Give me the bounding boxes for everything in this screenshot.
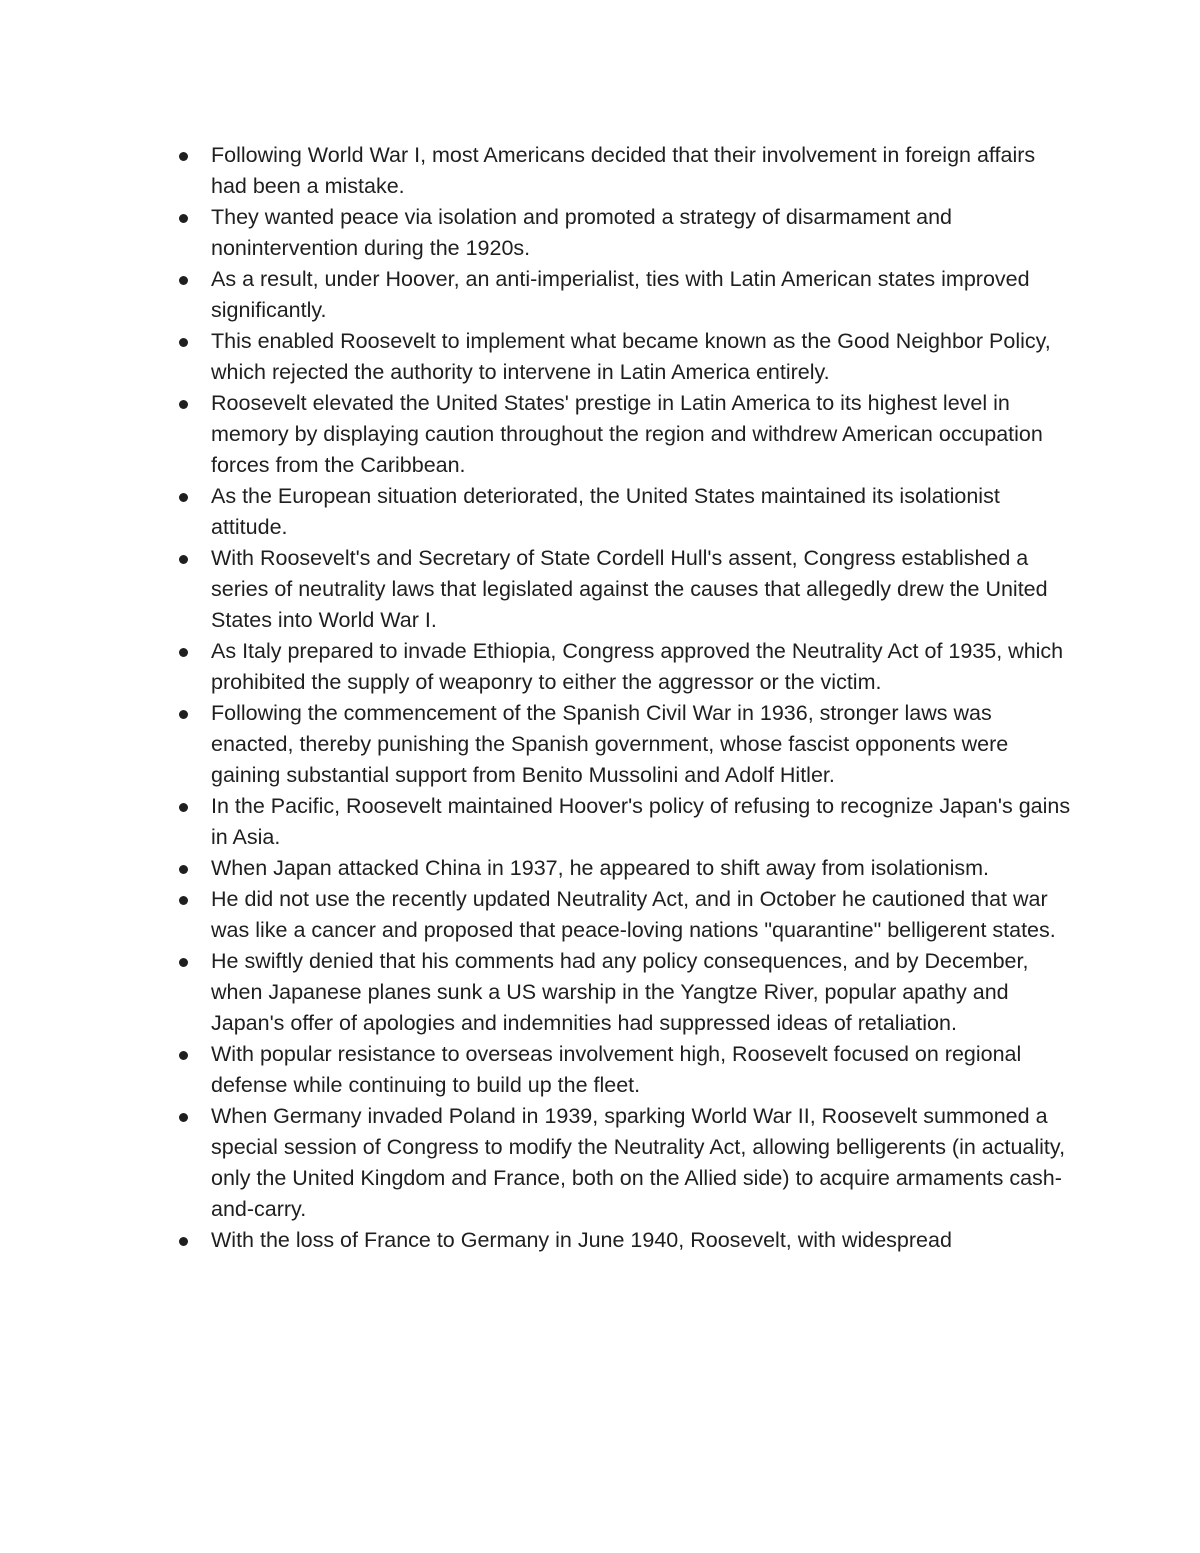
bullet-icon <box>179 400 188 409</box>
list-item <box>173 636 1073 698</box>
list-item <box>173 698 1073 791</box>
list-item-text: With Roosevelt's and Secretary of State Cordell Hull's assent, Congress established a series of neutrality laws that legislated against the causes that allegedly drew the United States into World War I. <box>211 546 1048 632</box>
list-item <box>173 543 1073 636</box>
list-item <box>173 481 1073 543</box>
list-item-text: They wanted peace via isolation and promoted a strategy of disarmament and nonintervention during the 1920s. <box>211 205 952 260</box>
list-item-text: When Japan attacked China in 1937, he appeared to shift away from isolationism. <box>211 856 990 880</box>
bullet-icon <box>179 803 188 812</box>
bullet-icon <box>179 276 188 285</box>
list-item <box>173 946 1073 1039</box>
list-item <box>173 140 1073 202</box>
list-item-text: With the loss of France to Germany in June 1940, Roosevelt, with widespread <box>211 1228 952 1252</box>
list-item-text: With popular resistance to overseas involvement high, Roosevelt focused on regional defense while continuing to build up the fleet. <box>211 1042 1022 1097</box>
bullet-icon <box>179 1113 188 1122</box>
list-item <box>173 326 1073 388</box>
list-item <box>173 1101 1073 1225</box>
bullet-icon <box>179 710 188 719</box>
bullet-icon <box>179 1237 188 1246</box>
list-item <box>173 202 1073 264</box>
list-item <box>173 884 1073 946</box>
bullet-icon <box>179 896 188 905</box>
bullet-icon <box>179 865 188 874</box>
list-item <box>173 264 1073 326</box>
list-item-text: Following World War I, most Americans decided that their involvement in foreign affairs had been a mistake. <box>211 143 1036 198</box>
bullet-list <box>173 140 1073 1256</box>
list-item-text: He did not use the recently updated Neutrality Act, and in October he cautioned that war was like a cancer and proposed that peace-loving nations "quarantine" belligerent states. <box>211 887 1056 942</box>
list-item-text: Following the commencement of the Spanish Civil War in 1936, stronger laws was enacted, thereby punishing the Spanish government, whose fascist opponents were gaining substantial support from Benito Mussolini and Adolf Hitler. <box>211 701 1009 787</box>
list-item <box>173 388 1073 481</box>
list-item <box>173 1039 1073 1101</box>
list-item-text: This enabled Roosevelt to implement what became known as the Good Neighbor Policy, which rejected the authority to intervene in Latin America entirely. <box>211 329 1051 384</box>
list-item-text: In the Pacific, Roosevelt maintained Hoover's policy of refusing to recognize Japan's gains in Asia. <box>211 794 1071 849</box>
list-item-text: When Germany invaded Poland in 1939, sparking World War II, Roosevelt summoned a special session of Congress to modify the Neutrality Act, allowing belligerents (in actuality, only the United Kingdom and France, both on the Allied side) to acquire armaments cash-and-carry. <box>211 1104 1066 1221</box>
list-item <box>173 1225 1073 1256</box>
list-item-text: He swiftly denied that his comments had any policy consequences, and by December, when Japanese planes sunk a US warship in the Yangtze River, popular apathy and Japan's offer of apologies and indemnities had suppressed ideas of retaliation. <box>211 949 1029 1035</box>
list-item-text: As Italy prepared to invade Ethiopia, Congress approved the Neutrality Act of 1935, which prohibited the supply of weaponry to either the aggressor or the victim. <box>211 639 1064 694</box>
bullet-icon <box>179 214 188 223</box>
list-item-text: Roosevelt elevated the United States' prestige in Latin America to its highest level in memory by displaying caution throughout the region and withdrew American occupation forces from the Caribbean. <box>211 391 1043 477</box>
bullet-icon <box>179 152 188 161</box>
list-item <box>173 791 1073 853</box>
list-item-text: As a result, under Hoover, an anti-imperialist, ties with Latin American states improved significantly. <box>211 267 1030 322</box>
list-item-text: As the European situation deteriorated, the United States maintained its isolationist attitude. <box>211 484 1000 539</box>
bullet-icon <box>179 958 188 967</box>
bullet-icon <box>179 338 188 347</box>
bullet-icon <box>179 493 188 502</box>
bullet-icon <box>179 648 188 657</box>
bullet-icon <box>179 1051 188 1060</box>
list-item <box>173 853 1073 884</box>
bullet-icon <box>179 555 188 564</box>
